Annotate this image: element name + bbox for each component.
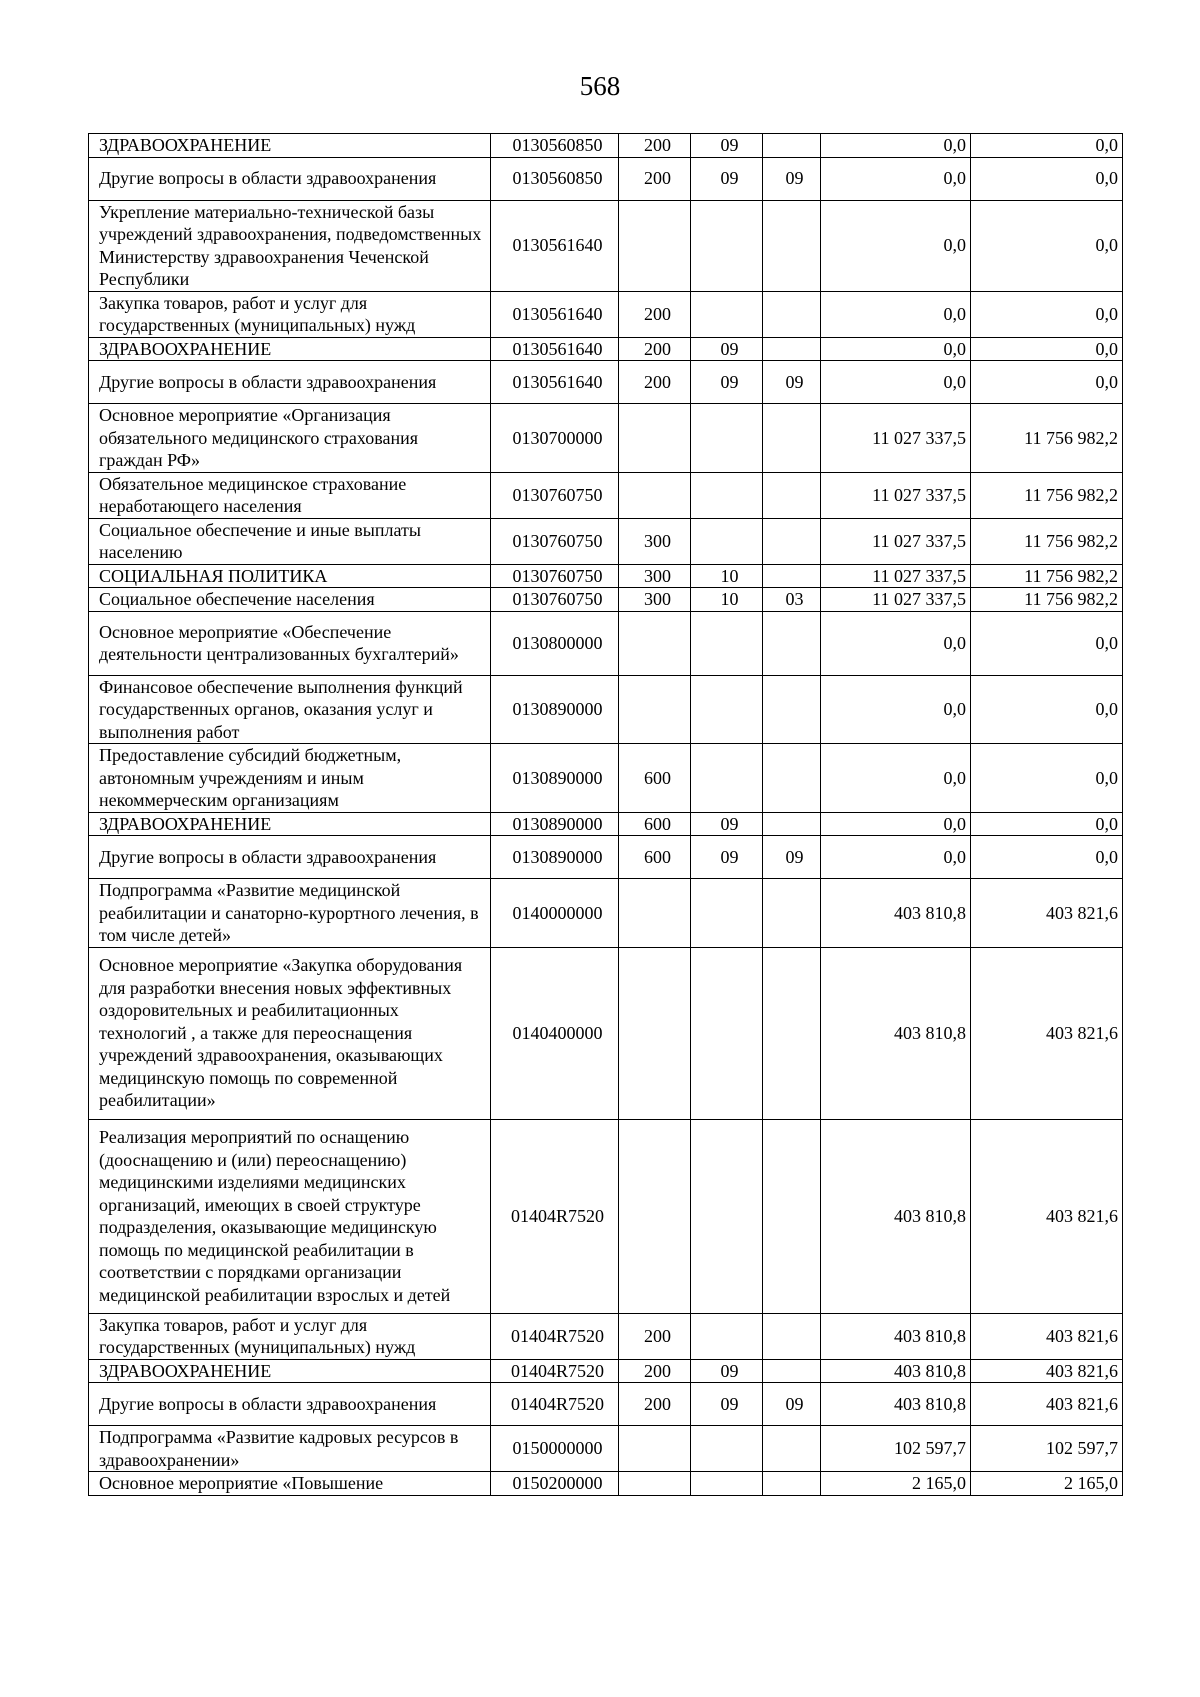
table-row (89, 472, 1123, 518)
amount-year2-cell: 11 756 982,2 (971, 518, 1123, 564)
table-row (89, 134, 1123, 158)
amount-year2-cell: 11 756 982,2 (971, 588, 1123, 612)
section-cell: 09 (691, 337, 763, 361)
table-row (89, 611, 1123, 675)
amount-year2-cell: 0,0 (971, 744, 1123, 813)
target-article-cell: 0130760750 (491, 472, 619, 518)
expense-type-cell: 200 (619, 1313, 691, 1359)
subsection-cell (763, 337, 821, 361)
section-cell (691, 200, 763, 291)
section-cell: 09 (691, 1359, 763, 1383)
amount-year1-cell: 11 027 337,5 (821, 564, 971, 588)
subsection-cell (763, 1426, 821, 1472)
section-cell: 10 (691, 588, 763, 612)
section-cell: 09 (691, 836, 763, 879)
page-number: 568 (579, 71, 621, 101)
amount-year2-cell: 403 821,6 (971, 1359, 1123, 1383)
target-article-cell: 0130890000 (491, 675, 619, 744)
amount-year2-cell: 11 756 982,2 (971, 564, 1123, 588)
row-name-cell: Финансовое обеспечение выполнения функций государственных органов, оказания услуг и выполнения работ (89, 675, 491, 744)
expense-type-cell: 200 (619, 134, 691, 158)
amount-year1-cell: 403 810,8 (821, 879, 971, 948)
target-article-cell: 0130760750 (491, 518, 619, 564)
subsection-cell (763, 879, 821, 948)
amount-year1-cell: 0,0 (821, 200, 971, 291)
row-name-cell: Укрепление материально-технической базы учреждений здравоохранения, подведомственных Министерству здравоохранения Чеченской Республики (89, 200, 491, 291)
target-article-cell: 0130890000 (491, 744, 619, 813)
table-row (89, 518, 1123, 564)
section-cell: 09 (691, 361, 763, 404)
amount-year2-cell: 0,0 (971, 611, 1123, 675)
amount-year1-cell: 11 027 337,5 (821, 404, 971, 473)
table-row (89, 1313, 1123, 1359)
amount-year2-cell: 0,0 (971, 812, 1123, 836)
amount-year2-cell: 11 756 982,2 (971, 404, 1123, 473)
subsection-cell: 09 (763, 836, 821, 879)
amount-year2-cell: 102 597,7 (971, 1426, 1123, 1472)
target-article-cell: 0130560850 (491, 134, 619, 158)
amount-year1-cell: 0,0 (821, 675, 971, 744)
table-row (89, 879, 1123, 948)
table-row (89, 812, 1123, 836)
expense-type-cell (619, 675, 691, 744)
section-cell (691, 472, 763, 518)
amount-year1-cell: 403 810,8 (821, 1359, 971, 1383)
target-article-cell: 01404R7520 (491, 1359, 619, 1383)
subsection-cell (763, 1359, 821, 1383)
section-cell (691, 879, 763, 948)
row-name-cell: ЗДРАВООХРАНЕНИЕ (89, 1359, 491, 1383)
subsection-cell (763, 611, 821, 675)
table-row (89, 337, 1123, 361)
amount-year1-cell: 403 810,8 (821, 1313, 971, 1359)
amount-year1-cell: 0,0 (821, 157, 971, 200)
row-name-cell: Другие вопросы в области здравоохранения (89, 1383, 491, 1426)
amount-year1-cell: 0,0 (821, 291, 971, 337)
target-article-cell: 0130760750 (491, 588, 619, 612)
amount-year2-cell: 0,0 (971, 675, 1123, 744)
amount-year2-cell: 11 756 982,2 (971, 472, 1123, 518)
table-row (89, 836, 1123, 879)
subsection-cell (763, 812, 821, 836)
target-article-cell: 0130700000 (491, 404, 619, 473)
target-article-cell: 0130890000 (491, 836, 619, 879)
amount-year2-cell: 403 821,6 (971, 879, 1123, 948)
expense-type-cell: 200 (619, 157, 691, 200)
section-cell (691, 291, 763, 337)
amount-year2-cell: 0,0 (971, 134, 1123, 158)
table-row (89, 361, 1123, 404)
budget-table (88, 133, 1123, 1496)
subsection-cell (763, 1313, 821, 1359)
amount-year2-cell: 0,0 (971, 361, 1123, 404)
subsection-cell (763, 744, 821, 813)
table-row (89, 588, 1123, 612)
section-cell (691, 1119, 763, 1313)
table-row (89, 157, 1123, 200)
row-name-cell: ЗДРАВООХРАНЕНИЕ (89, 812, 491, 836)
row-name-cell: СОЦИАЛЬНАЯ ПОЛИТИКА (89, 564, 491, 588)
row-name-cell: Предоставление субсидий бюджетным, автономным учреждениям и иным некоммерческим организациям (89, 744, 491, 813)
amount-year1-cell: 0,0 (821, 361, 971, 404)
amount-year1-cell: 11 027 337,5 (821, 588, 971, 612)
section-cell (691, 675, 763, 744)
amount-year1-cell: 0,0 (821, 812, 971, 836)
amount-year2-cell: 2 165,0 (971, 1472, 1123, 1496)
amount-year2-cell: 0,0 (971, 291, 1123, 337)
expense-type-cell: 300 (619, 518, 691, 564)
subsection-cell (763, 1472, 821, 1496)
row-name-cell: Подпрограмма «Развитие кадровых ресурсов в здравоохранении» (89, 1426, 491, 1472)
row-name-cell: ЗДРАВООХРАНЕНИЕ (89, 134, 491, 158)
amount-year2-cell: 403 821,6 (971, 947, 1123, 1119)
target-article-cell: 0130561640 (491, 337, 619, 361)
expense-type-cell: 200 (619, 361, 691, 404)
amount-year2-cell: 0,0 (971, 337, 1123, 361)
subsection-cell (763, 134, 821, 158)
expense-type-cell (619, 947, 691, 1119)
table-row (89, 744, 1123, 813)
amount-year2-cell: 403 821,6 (971, 1383, 1123, 1426)
amount-year1-cell: 0,0 (821, 836, 971, 879)
row-name-cell: Социальное обеспечение населения (89, 588, 491, 612)
table-row (89, 1472, 1123, 1496)
subsection-cell (763, 200, 821, 291)
row-name-cell: Другие вопросы в области здравоохранения (89, 157, 491, 200)
amount-year1-cell: 403 810,8 (821, 1119, 971, 1313)
section-cell: 10 (691, 564, 763, 588)
amount-year1-cell: 102 597,7 (821, 1426, 971, 1472)
table-row (89, 404, 1123, 473)
amount-year1-cell: 403 810,8 (821, 947, 971, 1119)
expense-type-cell (619, 1472, 691, 1496)
target-article-cell: 0150000000 (491, 1426, 619, 1472)
subsection-cell: 09 (763, 361, 821, 404)
target-article-cell: 0130890000 (491, 812, 619, 836)
row-name-cell: Социальное обеспечение и иные выплаты населению (89, 518, 491, 564)
expense-type-cell: 200 (619, 291, 691, 337)
row-name-cell: Основное мероприятие «Обеспечение деятельности централизованных бухгалтерий» (89, 611, 491, 675)
amount-year1-cell: 0,0 (821, 337, 971, 361)
subsection-cell (763, 472, 821, 518)
row-name-cell: Обязательное медицинское страхование неработающего населения (89, 472, 491, 518)
amount-year1-cell: 11 027 337,5 (821, 518, 971, 564)
expense-type-cell: 600 (619, 744, 691, 813)
expense-type-cell: 200 (619, 1359, 691, 1383)
section-cell (691, 611, 763, 675)
table-row (89, 1383, 1123, 1426)
expense-type-cell: 200 (619, 1383, 691, 1426)
section-cell: 09 (691, 812, 763, 836)
target-article-cell: 0130560850 (491, 157, 619, 200)
section-cell: 09 (691, 1383, 763, 1426)
section-cell (691, 1472, 763, 1496)
row-name-cell: Закупка товаров, работ и услуг для государственных (муниципальных) нужд (89, 1313, 491, 1359)
section-cell (691, 518, 763, 564)
section-cell (691, 744, 763, 813)
section-cell (691, 404, 763, 473)
target-article-cell: 01404R7520 (491, 1119, 619, 1313)
subsection-cell (763, 947, 821, 1119)
subsection-cell: 09 (763, 1383, 821, 1426)
expense-type-cell (619, 1426, 691, 1472)
expense-type-cell (619, 200, 691, 291)
expense-type-cell: 300 (619, 564, 691, 588)
amount-year2-cell: 0,0 (971, 836, 1123, 879)
row-name-cell: ЗДРАВООХРАНЕНИЕ (89, 337, 491, 361)
amount-year1-cell: 11 027 337,5 (821, 472, 971, 518)
row-name-cell: Реализация мероприятий по оснащению (дооснащению и (или) переоснащению) медицинскими изделиями медицинских организаций, имеющих в своей структуре подразделения, оказывающие медицинскую помощь по медицинской реабилитации в соответствии с порядками организации медицинской реабилитации взрослых и детей (89, 1119, 491, 1313)
section-cell (691, 947, 763, 1119)
target-article-cell: 0130561640 (491, 200, 619, 291)
expense-type-cell: 600 (619, 812, 691, 836)
amount-year2-cell: 403 821,6 (971, 1119, 1123, 1313)
amount-year2-cell: 403 821,6 (971, 1313, 1123, 1359)
target-article-cell: 01404R7520 (491, 1383, 619, 1426)
subsection-cell (763, 675, 821, 744)
subsection-cell (763, 1119, 821, 1313)
table-row (89, 947, 1123, 1119)
table-row (89, 200, 1123, 291)
row-name-cell: Закупка товаров, работ и услуг для государственных (муниципальных) нужд (89, 291, 491, 337)
row-name-cell: Подпрограмма «Развитие медицинской реабилитации и санаторно-курортного лечения, в том числе детей» (89, 879, 491, 948)
target-article-cell: 0130561640 (491, 361, 619, 404)
table-row (89, 675, 1123, 744)
subsection-cell (763, 291, 821, 337)
subsection-cell (763, 518, 821, 564)
amount-year1-cell: 2 165,0 (821, 1472, 971, 1496)
target-article-cell: 0130561640 (491, 291, 619, 337)
table-row (89, 1119, 1123, 1313)
target-article-cell: 01404R7520 (491, 1313, 619, 1359)
table-row (89, 1426, 1123, 1472)
target-article-cell: 0140400000 (491, 947, 619, 1119)
table-row (89, 291, 1123, 337)
expense-type-cell: 600 (619, 836, 691, 879)
amount-year2-cell: 0,0 (971, 157, 1123, 200)
target-article-cell: 0140000000 (491, 879, 619, 948)
expense-type-cell (619, 404, 691, 473)
row-name-cell: Основное мероприятие «Организация обязательного медицинского страхования граждан РФ» (89, 404, 491, 473)
row-name-cell: Основное мероприятие «Повышение (89, 1472, 491, 1496)
row-name-cell: Другие вопросы в области здравоохранения (89, 836, 491, 879)
row-name-cell: Другие вопросы в области здравоохранения (89, 361, 491, 404)
target-article-cell: 0150200000 (491, 1472, 619, 1496)
subsection-cell: 03 (763, 588, 821, 612)
target-article-cell: 0130800000 (491, 611, 619, 675)
section-cell: 09 (691, 134, 763, 158)
amount-year1-cell: 403 810,8 (821, 1383, 971, 1426)
subsection-cell: 09 (763, 157, 821, 200)
target-article-cell: 0130760750 (491, 564, 619, 588)
row-name-cell: Основное мероприятие «Закупка оборудования для разработки внесения новых эффективных оздоровительных и реабилитационных технологий , а также для переоснащения учреждений здравоохранения, оказывающих медицинскую помощь по современной реабилитации» (89, 947, 491, 1119)
expense-type-cell: 200 (619, 337, 691, 361)
subsection-cell (763, 404, 821, 473)
expense-type-cell: 300 (619, 588, 691, 612)
expense-type-cell (619, 879, 691, 948)
expense-type-cell (619, 472, 691, 518)
section-cell (691, 1313, 763, 1359)
table-row (89, 564, 1123, 588)
amount-year1-cell: 0,0 (821, 611, 971, 675)
section-cell (691, 1426, 763, 1472)
expense-type-cell (619, 1119, 691, 1313)
subsection-cell (763, 564, 821, 588)
section-cell: 09 (691, 157, 763, 200)
table-row (89, 1359, 1123, 1383)
expense-type-cell (619, 611, 691, 675)
amount-year1-cell: 0,0 (821, 134, 971, 158)
amount-year1-cell: 0,0 (821, 744, 971, 813)
table-body (89, 134, 1123, 1496)
amount-year2-cell: 0,0 (971, 200, 1123, 291)
